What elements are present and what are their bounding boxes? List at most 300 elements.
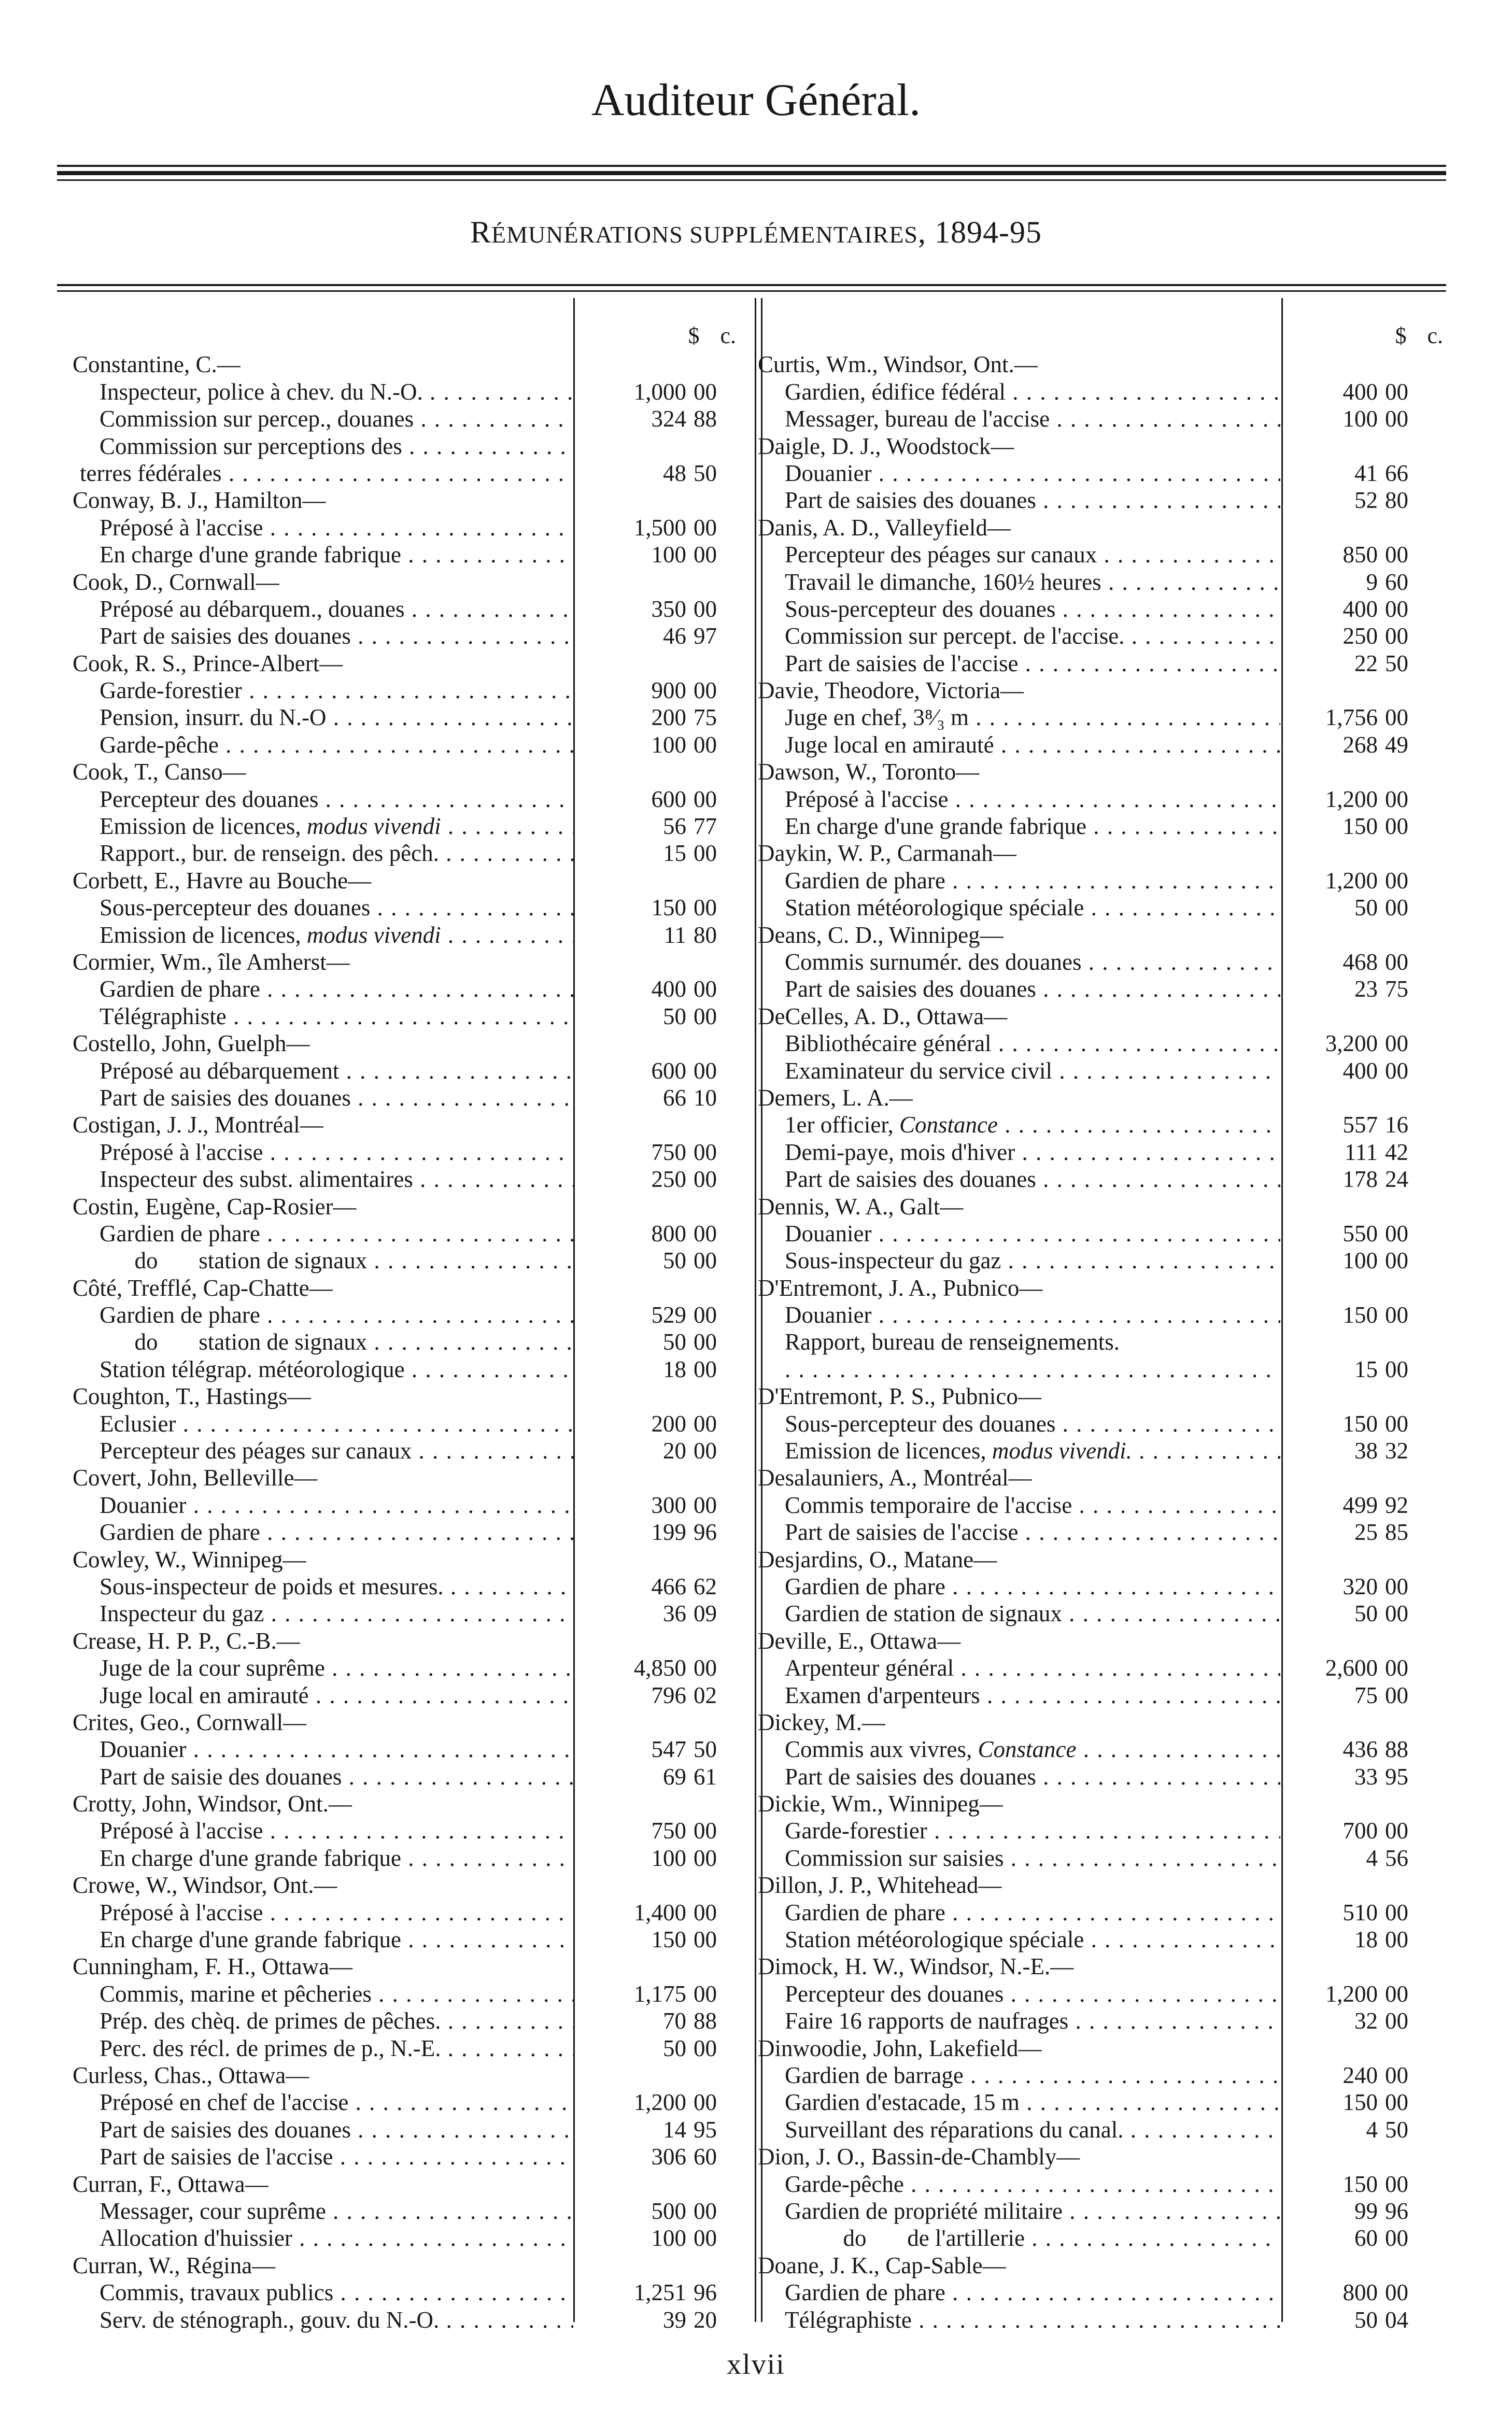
payment-description: [73, 406, 573, 432]
description-text: Gardien de phare: [100, 1302, 260, 1328]
amount-dollars: 850: [1343, 542, 1378, 568]
amount-cents: 77: [694, 813, 717, 840]
subtitle-year: , 1894-95: [918, 215, 1042, 249]
payment-description: [758, 732, 1280, 758]
amount: [1280, 1411, 1436, 1437]
payment-description: [73, 1927, 573, 1952]
payment-description: [758, 406, 1280, 432]
amount-dollars: 66: [663, 1084, 686, 1111]
payment-line-row: [73, 676, 767, 703]
amount: [1280, 704, 1436, 730]
payment-line-row: [758, 1681, 1452, 1708]
amount-dollars: 600: [651, 786, 686, 812]
description-text: Serv. de sténograph., gouv. du N.-O.: [100, 2306, 440, 2333]
amount-cents: 50: [1385, 2116, 1408, 2143]
description-text: Préposé à l'accise: [100, 1139, 263, 1165]
payee-name-row: [758, 1952, 1452, 1979]
description-text: Cook, T., Canso—: [73, 759, 246, 785]
amount-dollars: 796: [651, 1682, 686, 1708]
header-rule-top: [57, 165, 1446, 167]
description-text: Part de saisies des douanes: [100, 2116, 351, 2143]
payee-name-row: [758, 1626, 1452, 1653]
amount-dollars: 56: [663, 813, 686, 840]
amount-dollars: 150: [1343, 813, 1378, 840]
description-text: Deville, E., Ottawa—: [758, 1627, 961, 1654]
amount: [1280, 1927, 1436, 1952]
description-text: Demers, L. A.—: [758, 1084, 913, 1111]
amount-dollars: 39: [663, 2306, 686, 2333]
amount: [573, 1736, 744, 1762]
amount-dollars: 70: [663, 2008, 686, 2034]
payment-line-row: [758, 486, 1452, 513]
description-text: Juge de la cour suprême: [100, 1655, 325, 1681]
amount-dollars: 550: [1343, 1220, 1378, 1247]
amount-dollars: 50: [663, 1248, 686, 1274]
description-text: Examen d'arpenteurs: [785, 1682, 980, 1708]
payment-description: [73, 2117, 573, 2143]
description-text: Juge local en amirauté: [100, 1682, 309, 1708]
description-text: Part de saisies de l'accise: [785, 650, 1019, 676]
payment-line-row: [73, 2278, 767, 2305]
description-text: Commis surnumér. des douanes: [785, 948, 1082, 975]
payment-description: [73, 433, 573, 459]
amount: [573, 596, 744, 622]
payee-name-row: [73, 1464, 767, 1491]
payee-name: [73, 1709, 573, 1735]
payee-name-row: [73, 948, 767, 975]
payment-description: [73, 1655, 573, 1681]
payment-description: [758, 2008, 1280, 2034]
amount: [573, 1574, 744, 1599]
amount: [573, 2008, 744, 2034]
payee-name: [758, 922, 1280, 948]
payment-description: [73, 379, 573, 405]
description-text: Prép. des chèq. de primes de pêches.: [100, 2008, 441, 2034]
payee-name: [73, 1112, 573, 1138]
amount: [1280, 569, 1436, 595]
amount: [573, 813, 744, 839]
payment-description: [758, 1900, 1280, 1926]
payment-line-row: [758, 1762, 1452, 1789]
description-text: Inspecteur, police à chev. du N.-O.: [100, 378, 423, 405]
cents-header: c.: [720, 323, 736, 348]
payment-line-row: [73, 1002, 767, 1029]
payment-line-row: [73, 1654, 767, 1681]
description-text: Travail le dimanche, 160½ heures: [785, 569, 1101, 595]
amount-cents: 00: [1385, 786, 1408, 812]
amount-cents: 80: [1385, 487, 1408, 514]
payee-name-row: [758, 432, 1452, 459]
description-text: Allocation d'huissier: [100, 2225, 292, 2252]
payee-name: [758, 1085, 1280, 1111]
amount: [1280, 2307, 1436, 2333]
amount-cents: 00: [1385, 596, 1408, 622]
amount: [573, 1601, 744, 1626]
payment-description: [758, 1927, 1280, 1952]
amount: [1280, 732, 1436, 758]
amount-cents: 00: [694, 378, 717, 405]
payment-description: [73, 1221, 573, 1247]
description-text: Inspecteur des subst. alimentaires: [100, 1166, 413, 1193]
description-text: do station de signaux: [100, 1329, 368, 1355]
payee-name: [758, 1547, 1280, 1573]
payee-name-row: [73, 1192, 767, 1219]
payment-line-row: [73, 1084, 767, 1111]
payment-description: [758, 2117, 1280, 2143]
amount-cents: 49: [1385, 731, 1408, 758]
amount: [1280, 1302, 1436, 1328]
amount-dollars: 800: [651, 1220, 686, 1247]
description-text: Corbett, E., Havre au Bouche—: [73, 867, 372, 894]
payment-line-row: [73, 1165, 767, 1192]
amount-cents: 60: [1385, 569, 1408, 595]
amount: [1280, 1356, 1436, 1382]
amount: [1280, 1492, 1436, 1518]
amount: [1280, 1030, 1436, 1056]
payment-description: [758, 1519, 1280, 1545]
amount-dollars: 75: [1354, 1682, 1378, 1708]
payment-line-row: [73, 2007, 767, 2034]
payee-name: [758, 677, 1280, 703]
description-text: Dawson, W., Toronto—: [758, 759, 980, 785]
payment-line-row: [73, 1844, 767, 1871]
description-text: Juge en chef, 3⁸⁄₃ m: [785, 704, 969, 731]
amount-cents: 00: [1385, 2171, 1408, 2197]
description-text: Dickey, M.—: [758, 1709, 885, 1735]
amount-cents: 00: [694, 1492, 717, 1518]
description-text: Garde-forestier: [785, 1818, 927, 1844]
description-text: Cook, D., Cornwall—: [73, 569, 279, 595]
amount: [1280, 2171, 1436, 2197]
amount-cents: 96: [694, 2280, 717, 2306]
description-text: Percepteur des douanes: [100, 786, 319, 812]
payee-name: [758, 840, 1280, 866]
amount-dollars: 60: [1354, 2225, 1378, 2252]
description-text: Cunningham, F. H., Ottawa—: [73, 1953, 353, 1980]
payment-description: [73, 2089, 573, 2115]
amount-cents: 50: [694, 460, 717, 486]
payment-description: [73, 1085, 573, 1111]
amount-cents: 60: [694, 2144, 717, 2170]
description-text: Surveillant des réparations du canal.: [785, 2116, 1124, 2143]
payment-line-row: [73, 1220, 767, 1247]
description-text: Bibliothécaire général: [785, 1030, 992, 1057]
payment-line-row: [73, 894, 767, 921]
amount-cents: 50: [694, 1736, 717, 1763]
amount-dollars: 1,756: [1325, 704, 1378, 731]
payment-line-row: [758, 622, 1452, 649]
payee-name: [758, 2253, 1280, 2278]
payment-line-row: [758, 1029, 1452, 1056]
amount-cents: 88: [694, 2008, 717, 2034]
amount: [573, 1818, 744, 1844]
payment-line-row: [758, 2061, 1452, 2088]
description-text: Crotty, John, Windsor, Ont.—: [73, 1791, 352, 1817]
amount-cents: 32: [1385, 1438, 1408, 1464]
payment-description: [73, 2198, 573, 2224]
payment-description: [758, 1845, 1280, 1871]
description-text: Crites, Geo., Cornwall—: [73, 1709, 307, 1735]
amount-dollars: 150: [651, 895, 686, 921]
payment-line-row: [758, 2170, 1452, 2197]
amount: [1280, 786, 1436, 812]
description-text: Gardien de phare: [785, 867, 945, 894]
amount: [1280, 1221, 1436, 1247]
payee-name-row: [758, 1084, 1452, 1111]
description-text: Télégraphiste: [785, 2306, 912, 2333]
payee-name-row: [73, 1111, 767, 1138]
amount-cents: 00: [1385, 623, 1408, 649]
payment-line-row: [758, 1926, 1452, 1952]
amount-cents: 00: [694, 1057, 717, 1084]
amount-cents: 00: [694, 1166, 717, 1193]
description-text: Part de saisies des douanes: [100, 1084, 351, 1111]
payment-description: [73, 2225, 573, 2251]
description-text: Douanier: [100, 1736, 187, 1763]
payment-line-row: [73, 1735, 767, 1762]
payment-line-row: [758, 894, 1452, 921]
description-text: Station télégrap. météorologique: [100, 1356, 405, 1382]
payment-line-row: [73, 1898, 767, 1925]
amount: [573, 1166, 744, 1192]
description-text: Perc. des récl. de primes de p., N.-E.: [100, 2035, 441, 2061]
description-text: 1er officier,: [785, 1112, 900, 1138]
payee-name-row: [73, 350, 767, 377]
payment-line-row: [73, 975, 767, 1002]
amount: [1280, 868, 1436, 894]
description-text: Garde-forestier: [100, 677, 242, 704]
payee-name: [73, 1791, 573, 1817]
payment-description: [758, 1166, 1280, 1192]
amount-dollars: 466: [651, 1573, 686, 1599]
right-entries: [758, 350, 1452, 2333]
amount-dollars: 4: [1366, 2116, 1378, 2143]
description-text: Part de saisies des douanes: [785, 976, 1036, 1002]
payment-description: [758, 704, 1280, 730]
amount-dollars: 750: [651, 1139, 686, 1165]
amount: [1280, 1818, 1436, 1844]
amount-cents: 00: [694, 2035, 717, 2061]
description-text: Davie, Theodore, Victoria—: [758, 677, 1024, 704]
amount-cents: 66: [1385, 460, 1408, 486]
description-text: Part de saisies des douanes: [100, 623, 351, 649]
description-text: Curtis, Wm., Windsor, Ont.—: [758, 351, 1038, 378]
payment-description: [73, 1981, 573, 2007]
amount-cents: 00: [694, 1356, 717, 1382]
payee-name-row: [758, 1871, 1452, 1898]
payment-description: [73, 1492, 573, 1518]
amount: [573, 895, 744, 921]
payment-line-row: [758, 1355, 1452, 1382]
payment-description: [73, 922, 573, 948]
amount: [573, 1981, 744, 2007]
amount-dollars: 2,600: [1325, 1655, 1378, 1681]
amount-dollars: 1,200: [1325, 1980, 1378, 2007]
left-entries: [73, 350, 767, 2333]
payment-description: [758, 1058, 1280, 1084]
payee-name-row: [758, 1273, 1452, 1300]
payment-line-row: [758, 1898, 1452, 1925]
payment-description: [73, 1329, 573, 1355]
payment-line-row: [758, 1220, 1452, 1247]
amount-dollars: 500: [651, 2198, 686, 2224]
amount: [573, 542, 744, 568]
description-text: Daykin, W. P., Carmanah—: [758, 840, 1016, 867]
description-text: Commission sur percep., douanes: [100, 406, 414, 432]
description-text: Gardien, édifice fédéral: [785, 378, 1006, 405]
amount-cents: 00: [1385, 1818, 1408, 1844]
payment-line-row: [73, 839, 767, 866]
payee-name: [73, 1872, 573, 1898]
description-text: Douanier: [785, 460, 872, 486]
amount-cents: 00: [694, 677, 717, 704]
payment-line-row: [758, 1599, 1452, 1626]
payment-description: [758, 623, 1280, 649]
payment-line-row: [758, 405, 1452, 432]
amount: [1280, 1574, 1436, 1599]
payment-description: [758, 569, 1280, 595]
amount: [573, 2280, 744, 2305]
italic-term: modus vivendi: [306, 922, 441, 948]
amount: [573, 1519, 744, 1545]
amount-dollars: 50: [663, 2035, 686, 2061]
description-text: Douanier: [785, 1302, 872, 1328]
amount: [573, 786, 744, 812]
amount: [573, 1003, 744, 1029]
amount-dollars: 15: [1354, 1356, 1378, 1382]
payee-name-row: [73, 1029, 767, 1056]
amount-dollars: 750: [651, 1818, 686, 1844]
description-text: Commis, travaux publics: [100, 2280, 334, 2306]
cents-header: c.: [1427, 323, 1443, 348]
amount: [573, 515, 744, 541]
payment-description: [758, 895, 1280, 921]
payment-line-row: [758, 1111, 1452, 1138]
payee-name-row: [73, 649, 767, 676]
description-text: Commis aux vivres,: [785, 1736, 978, 1763]
amount: [573, 2198, 744, 2224]
payment-line-row: [73, 2224, 767, 2251]
amount-dollars: 1,251: [633, 2280, 686, 2306]
description-text: Dennis, W. A., Galt—: [758, 1193, 964, 1220]
description-text: terres fédérales: [80, 460, 222, 486]
amount: [573, 460, 744, 486]
amount-dollars: 350: [651, 596, 686, 622]
payee-name: [758, 2035, 1280, 2061]
amount-dollars: 32: [1354, 2008, 1378, 2034]
payment-line-row: [73, 1056, 767, 1083]
payee-name: [758, 1465, 1280, 1491]
description-text: Percepteur des péages sur canaux: [785, 542, 1097, 568]
amount-cents: 00: [1385, 2089, 1408, 2116]
table-rule-bottom: [57, 290, 1446, 292]
payment-line-row: [758, 2305, 1452, 2332]
description-text: Dillon, J. P., Whitehead—: [758, 1872, 1002, 1899]
payment-description: [758, 1736, 1280, 1762]
amount-dollars: 300: [651, 1492, 686, 1518]
amount-dollars: 100: [651, 2225, 686, 2252]
description-text: En charge d'une grande fabrique: [100, 1927, 402, 1953]
amount: [1280, 949, 1436, 975]
amount-cents: 00: [1385, 948, 1408, 975]
amount: [573, 2089, 744, 2115]
payment-line-row: [758, 649, 1452, 676]
amount-dollars: 557: [1343, 1112, 1378, 1138]
payment-description: [758, 542, 1280, 568]
payment-description: [73, 1411, 573, 1437]
payment-line-row: [73, 2197, 767, 2224]
payment-description: [758, 1682, 1280, 1708]
amount-cents: 00: [694, 840, 717, 867]
payment-description: [758, 487, 1280, 513]
payee-name-row: [73, 1273, 767, 1300]
payment-description: [73, 1845, 573, 1871]
payee-name: [73, 351, 573, 377]
amount-dollars: 11: [663, 922, 686, 948]
amount: [1280, 379, 1436, 405]
description-text: Percepteur des péages sur canaux: [100, 1438, 412, 1464]
payment-line-row: [758, 568, 1452, 594]
payment-description: [73, 732, 573, 758]
amount-cents: 00: [1385, 1057, 1408, 1084]
amount-cents: 00: [694, 1248, 717, 1274]
payment-line-row: [73, 595, 767, 622]
amount-dollars: 436: [1343, 1736, 1378, 1763]
description-text: Sous-percepteur des douanes: [100, 895, 371, 921]
amount: [1280, 1682, 1436, 1708]
payment-line-row: [758, 812, 1452, 839]
amount-cents: 00: [1385, 1356, 1408, 1382]
payee-name-row: [758, 921, 1452, 947]
payee-name-row: [758, 1790, 1452, 1817]
description-text: Sous-inspecteur du gaz: [785, 1248, 1001, 1274]
payment-line-row: [758, 1409, 1452, 1436]
payee-name: [73, 569, 573, 595]
amount-dollars: 400: [1343, 378, 1378, 405]
left-column-header: [574, 322, 745, 349]
description-text: Gardien de phare: [785, 1573, 945, 1599]
description-text: Curran, W., Régina—: [73, 2252, 276, 2278]
description-text: D'Entremont, J. A., Pubnico—: [758, 1275, 1043, 1301]
description-text: Desjardins, O., Matane—: [758, 1546, 997, 1573]
payment-line-row: [758, 866, 1452, 893]
amount-dollars: 69: [663, 1763, 686, 1790]
payment-line-row: [73, 1979, 767, 2006]
amount: [573, 1139, 744, 1165]
payment-description: [758, 460, 1280, 486]
amount-dollars: 38: [1354, 1438, 1378, 1464]
payment-line-row: [73, 541, 767, 568]
payment-description: [73, 1003, 573, 1029]
description-text: Examinateur du service civil: [785, 1057, 1053, 1084]
payee-name: [758, 2144, 1280, 2170]
payment-description: [758, 2280, 1280, 2305]
description-text: Rapport., bur. de renseign. des pêch.: [100, 840, 439, 867]
amount-dollars: 1,500: [633, 514, 686, 541]
description-text: Dimock, H. W., Windsor, N.-E.—: [758, 1953, 1074, 1980]
amount-dollars: 150: [651, 1927, 686, 1953]
amount: [1280, 1900, 1436, 1926]
description-text: Coughton, T., Hastings—: [73, 1383, 311, 1410]
description-text: Commis temporaire de l'accise: [785, 1492, 1072, 1518]
payee-name-row: [73, 1952, 767, 1979]
amount: [1280, 2062, 1436, 2088]
payment-description: [73, 677, 573, 703]
amount: [573, 922, 744, 948]
amount-dollars: 22: [1354, 650, 1378, 676]
amount-cents: 00: [694, 731, 717, 758]
description-text: Demi-paye, mois d'hiver: [785, 1139, 1015, 1165]
